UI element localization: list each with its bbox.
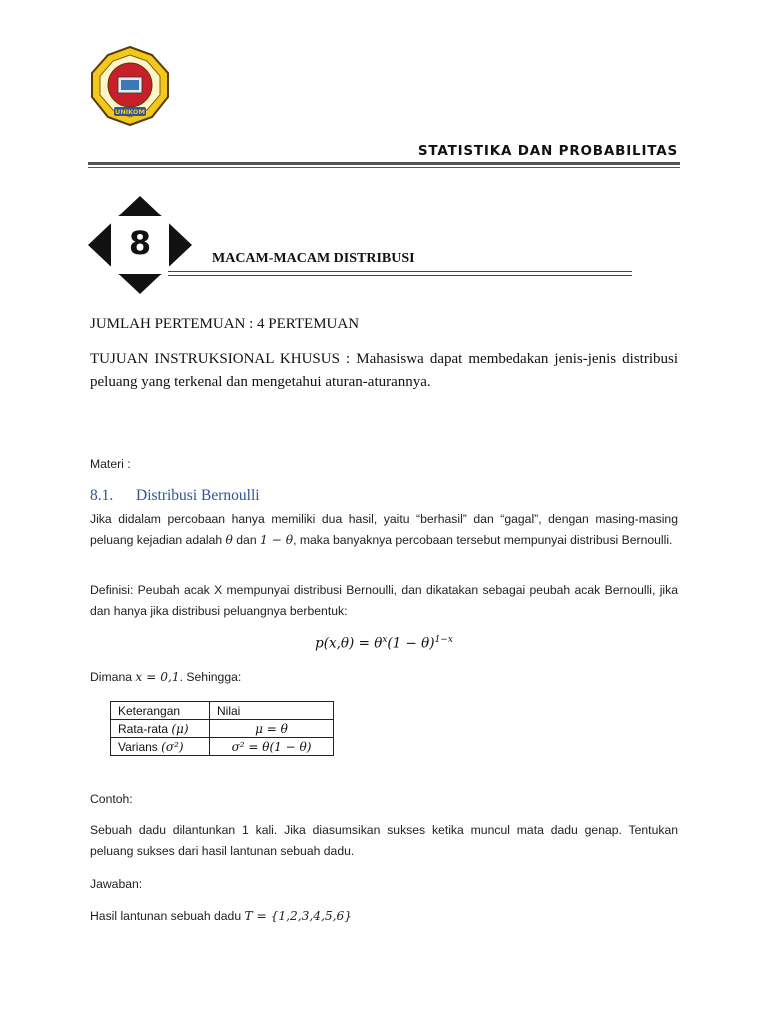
chapter-title: MACAM-MACAM DISTRIBUSI [212,251,415,266]
example-paragraph: Sebuah dadu dilantunkan 1 kali. Jika diasumsikan sukses ketika muncul mata dadu genap. Tentukan peluang sukses dari hasil lantunan sebuah dadu. [90,823,678,858]
definition-paragraph: Definisi: Peubah acak X mempunyai distribusi Bernoulli, dan dikatakan sebagai peubah acak Bernoulli, jika dan hanya jika distribusi peluangnya berbentuk: [90,583,678,618]
table-header: Keterangan [111,702,210,720]
table-header: Nilai [210,702,334,720]
objective: TUJUAN INSTRUKSIONAL KHUSUS : Mahasiswa dapat membedakan jenis-jenis distribusi peluang yang terkenal dan mengetahui aturan-aturannya. [90,351,678,390]
table-row: Varians (σ²) σ² = θ(1 − θ) [111,738,334,756]
university-logo [90,45,170,127]
chapter-number: 8 [128,224,152,262]
parameter-table [110,701,334,756]
table-header-row [111,702,334,720]
header-rule-thin [88,167,680,168]
one-minus-theta: 1 − θ [260,532,294,547]
section-heading [90,487,260,505]
contoh-label: Contoh: [90,792,133,806]
chapter-rule-2 [168,275,632,276]
jawaban-label: Jawaban: [90,877,143,891]
dimana-text: Dimana x = 0,1. Sehingga: [90,670,242,684]
chapter-rule [168,271,632,272]
bernoulli-formula: $p(x,\theta) = \theta^x(1 - \theta)^{1-x}$ [315,635,453,652]
table-row: Rata-rata (μ) μ = θ [111,720,334,738]
logo-label: UNIKOM [115,108,145,116]
materi-label: Materi : [90,457,131,471]
course-title: STATISTIKA DAN PROBABILITAS [417,143,678,159]
header-rule [88,162,680,165]
meeting-count: JUMLAH PERTEMUAN : 4 PERTEMUAN [90,316,360,332]
intro-paragraph: Jika didalam percobaan hanya memiliki dua hasil, yaitu “berhasil” dan “gagal”, dengan masing-masing peluang kejadian adalah θ dan 1 − θ, maka banyaknya percobaan tersebut mempunyai distribusi Bernoulli. [90,512,678,547]
answer-text: Hasil lantunan sebuah dadu T = {1,2,3,4,5,6} [90,909,352,923]
section-title: Distribusi Bernoulli [136,487,260,504]
section-number: 8.1. [90,487,114,504]
theta-symbol: θ [225,532,233,547]
